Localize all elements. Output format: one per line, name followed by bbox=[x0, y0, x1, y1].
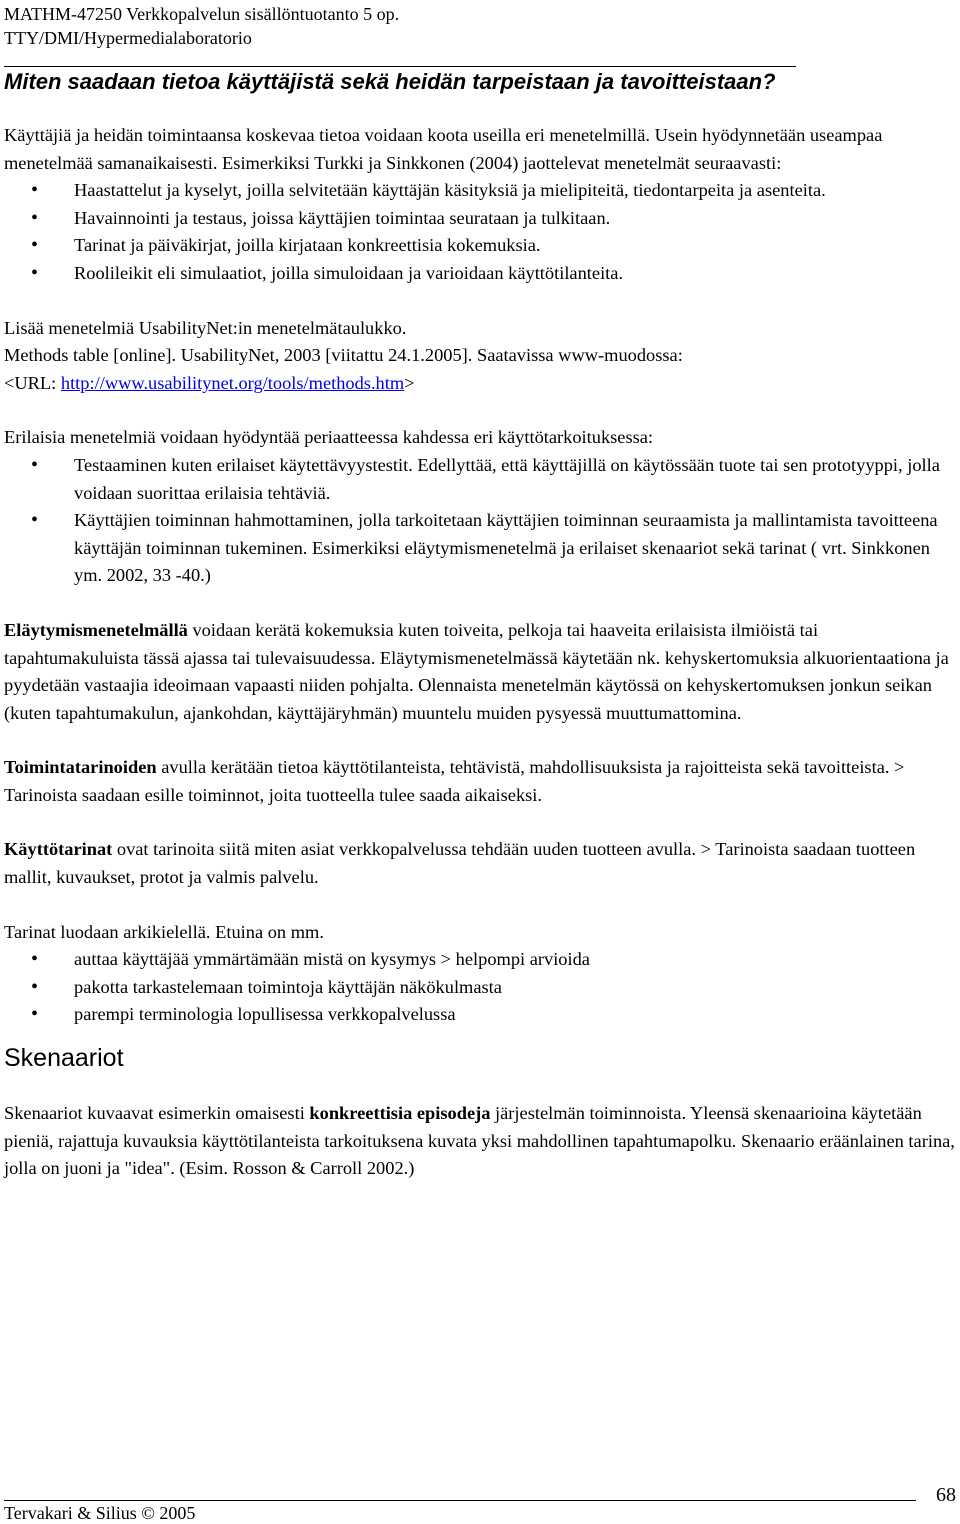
list-item: • parempi terminologia lopullisessa verkkopalvelussa bbox=[4, 1001, 956, 1029]
tarinat-intro: Tarinat luodaan arkikielellä. Etuina on mm. bbox=[4, 921, 324, 942]
header-divider bbox=[4, 66, 796, 67]
more-methods: Lisää menetelmiä UsabilityNet:in menetelmätaulukko. bbox=[4, 317, 407, 338]
list-item: • Testaaminen kuten erilaiset käytettävyystestit. Edellyttää, että käyttäjillä on käytössään tuote tai sen prototyyppi, jolla voidaan suorittaa erilaisia tehtäviä. bbox=[4, 452, 956, 507]
term-kayttotarinat: Käyttötarinat bbox=[4, 839, 113, 860]
section-heading: Miten saadaan tietoa käyttäjistä sekä heidän tarpeistaan ja tavoitteistaan? bbox=[4, 69, 776, 94]
toimintatarinat-paragraph: Toimintatarinoiden avulla kerätään tietoa käyttötilanteista, tehtävistä, mahdollisuuksista ja rajoitteista sekä tavoitteista. > Tarinoista saadaan esille toiminnot, joita tuotteella tulee saada aikaiseksi. bbox=[4, 757, 905, 805]
list-item: • Haastattelut ja kyselyt, joilla selvitetään käyttäjän käsityksiä ja mielipiteitä, tiedontarpeita ja asenteita. bbox=[4, 177, 956, 205]
course-title: MATHM-47250 Verkkopalvelun sisällöntuotanto 5 op. bbox=[4, 4, 400, 24]
kayttotarinat-paragraph: Käyttötarinat ovat tarinoita siitä miten asiat verkkopalvelussa tehdään uuden tuotteen avulla. > Tarinoista saadaan tuotteen mallit, kuvaukset, protot ja valmis palvelu. bbox=[4, 839, 916, 888]
list-item: • Käyttäjien toiminnan hahmottaminen, jolla tarkoitetaan käyttäjien toiminnan seuraamista ja mallintamista tavoitteena käyttäjän toiminnan tukeminen. Esimerkiksi eläytymismenetelmä ja erilaiset skenaariot sekä tarinat ( vrt. Sinkkonen ym. 2002, 33 -40.) bbox=[4, 507, 956, 590]
intro-paragraph: Käyttäjiä ja heidän toimintaansa koskevaa tietoa voidaan koota useilla eri menetelmillä. Usein hyödynnetään useampaa menetelmää samanaikaisesti. Esimerkiksi Turkki ja Sinkkonen (2004) jaottelevat menetelmät seuraavasti: bbox=[4, 125, 883, 173]
reference-url-line: <URL: http://www.usabilitynet.org/tools/methods.htm> bbox=[4, 372, 415, 393]
purpose-list bbox=[4, 452, 956, 590]
skenaariot-heading: Skenaariot bbox=[4, 1044, 124, 1073]
skenaariot-paragraph: Skenaariot kuvaavat esimerkin omaisesti konkreettisia episodeja järjestelmän toiminnoista. Yleensä skenaarioina käytetään pieniä, rajattuja kuvauksia käyttötilanteista tarkoituksena kuvata yksi mahdollinen tapahtumapolku. Skenaario eräänlainen tarina, jolla on juoni ja "idea". (Esim. Rosson & Carroll 2002.) bbox=[4, 1103, 955, 1179]
term-toimintatarinoiden: Toimintatarinoiden bbox=[4, 757, 157, 778]
page-content bbox=[4, 68, 956, 1183]
footer-divider bbox=[4, 1500, 916, 1501]
page-number: 68 bbox=[936, 1484, 956, 1506]
list-item: • Tarinat ja päiväkirjat, joilla kirjataan konkreettisia kokemuksia. bbox=[4, 232, 956, 260]
purpose-intro: Erilaisia menetelmiä voidaan hyödyntää periaatteessa kahdessa eri käyttötarkoituksessa: bbox=[4, 427, 654, 448]
benefits-list bbox=[4, 946, 956, 1029]
footer-authors: Tervakari & Silius © 2005 bbox=[4, 1503, 196, 1523]
methods-reference: Methods table [online]. UsabilityNet, 2003 [viitattu 24.1.2005]. Saatavissa www-muodossa: bbox=[4, 345, 683, 366]
page-header bbox=[4, 2, 399, 50]
term-konkreettisia-episodeja: konkreettisia episodeja bbox=[309, 1103, 491, 1124]
list-item: • Roolileikit eli simulaatiot, joilla simuloidaan ja varioidaan käyttötilanteita. bbox=[4, 260, 956, 288]
methods-list bbox=[4, 177, 956, 287]
usabilitynet-link[interactable]: http://www.usabilitynet.org/tools/methods.htm bbox=[60, 372, 405, 393]
list-item: • Havainnointi ja testaus, joissa käyttäjien toimintaa seurataan ja tulkitaan. bbox=[4, 205, 956, 233]
term-elaytymis: Eläytymismenetelmällä bbox=[4, 619, 188, 640]
elaytymis-paragraph: Eläytymismenetelmällä voidaan kerätä kokemuksia kuten toiveita, pelkoja tai haaveita erilaisista ilmiöistä tai tapahtumakuluista tässä ajassa tai tulevaisuudessa. Eläytymismenetelmässä käytetään nk. kehyskertomuksia alkuorientaationa ja pyydetään vastaajia ideoimaan vapaasti niiden pohjalta. Olennaista menetelmän käytössä on kehyskertomuksen jonkun seikan (kuten tapahtumakulun, ajankohdan, käyttäjäryhmän) muuntelu muiden pysyessä muuttumattomina. bbox=[4, 619, 949, 723]
list-item: • auttaa käyttäjää ymmärtämään mistä on kysymys > helpompi arvioida bbox=[4, 946, 956, 974]
list-item: • pakotta tarkastelemaan toimintoja käyttäjän näkökulmasta bbox=[4, 974, 956, 1002]
department: TTY/DMI/Hypermedialaboratorio bbox=[4, 28, 252, 48]
